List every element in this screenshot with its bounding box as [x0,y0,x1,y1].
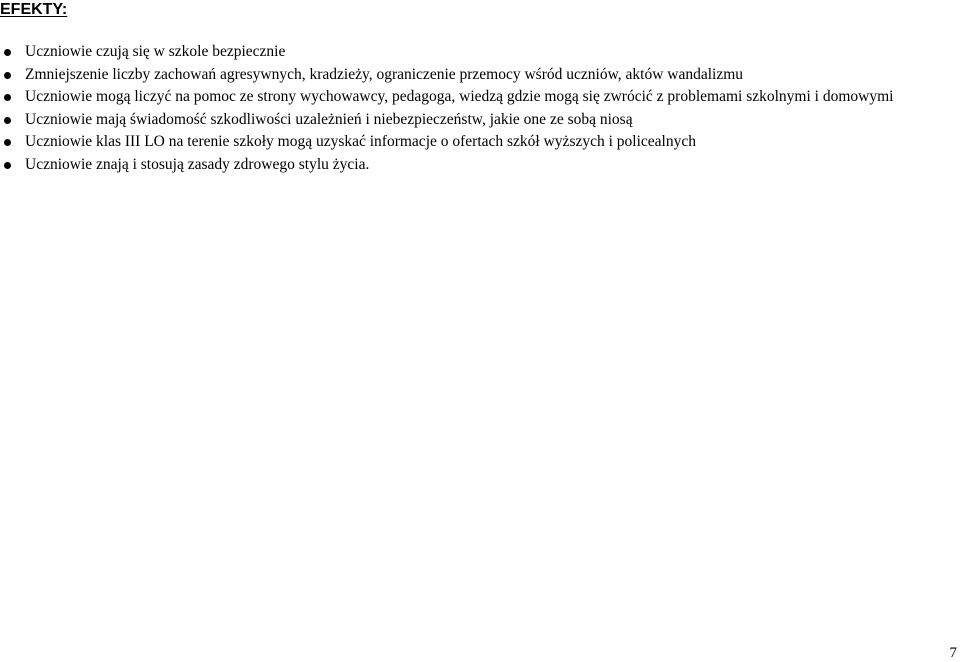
bullet-icon [4,72,11,79]
list-item [0,41,940,64]
list-item [0,131,940,154]
list-item-text: Zmniejszenie liczby zachowań agresywnych, kradzieży, ograniczenie przemocy wśród uczniów, aktów wandalizmu [25,65,744,83]
bullet-icon [4,162,11,169]
list-item-text: Uczniowie znają i stosują zasady zdrowego stylu życia. [25,155,370,173]
bullet-icon [4,117,11,124]
bullet-icon [4,139,11,146]
list-item-text: Uczniowie mają świadomość szkodliwości uzależnień i niebezpieczeństw, jakie one ze sobą niosą [25,110,633,128]
list-item-text: Uczniowie czują się w szkole bezpiecznie [25,43,286,60]
list-item [0,64,940,87]
bullet-icon [4,49,11,56]
effects-list [0,41,940,176]
list-item [0,109,940,132]
list-item [0,154,940,177]
list-item [0,86,940,109]
list-item-text: Uczniowie klas III LO na terenie szkoły mogą uzyskać informacje o ofertach szkół wyższych i policealnych [25,133,696,150]
list-item-text: Uczniowie mogą liczyć na pomoc ze strony wychowawcy, pedagoga, wiedzą gdzie mogą się zwrócić z problemami szkolnymi i domowymi [25,88,894,105]
section-heading: EFEKTY: [0,1,68,18]
page-number: 7 [949,645,957,661]
bullet-icon [4,94,11,101]
